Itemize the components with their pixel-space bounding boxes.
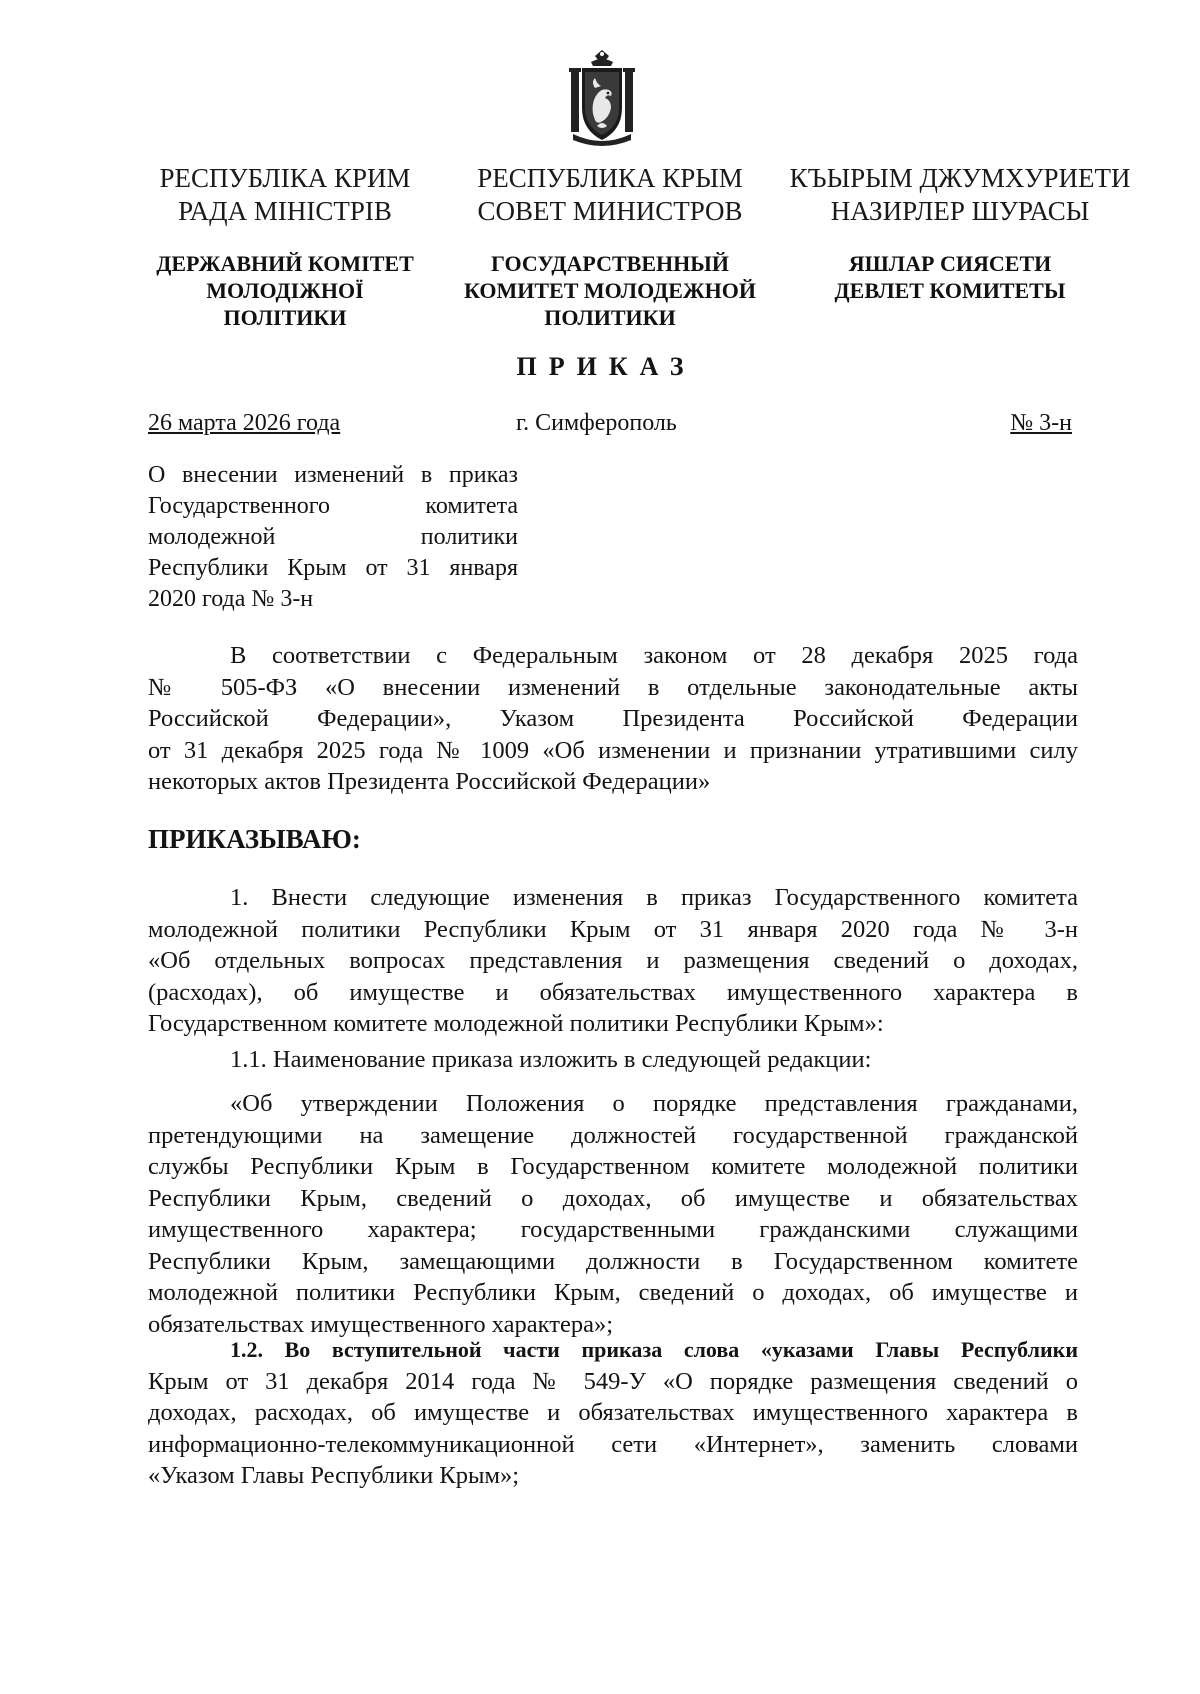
header-russian [450,162,770,228]
quote-line: молодежной политики Республики Крым, сведений о доходах, об имуществе и [148,1279,1078,1306]
quote-line: службы Республики Крым в Государственном комитете молодежной политики [148,1153,1078,1180]
intro-line: № 505-ФЗ «О внесении изменений в отдельные законодательные акты [148,673,1078,701]
header-ukrainian [140,162,430,228]
department-crimean-tatar [790,250,1110,304]
intro-line: В соответствии с Федеральным законом от 28 декабря 2025 года [230,642,1078,669]
item-1-line: 1. Внести следующие изменения в приказ Государственного комитета [230,884,1078,911]
item-1-2-line: доходах, расходах, об имуществе и обязательствах имущественного характера в [148,1399,1078,1426]
dept-ru-line1: ГОСУДАРСТВЕННЫЙ [491,251,729,276]
subject-line: 2020 года № 3-н [148,586,314,612]
crimea-coat-of-arms-icon [565,48,639,148]
dept-ua-line2: МОЛОДІЖНОЇ [206,278,364,303]
dept-ru-line2: КОМИТЕТ МОЛОДЕЖНОЙ [463,278,756,303]
item-1-line: Государственном комитете молодежной политики Республики Крым»: [148,1010,884,1037]
header-ct-line2: НАЗИРЛЕР ШУРАСЫ [830,196,1090,226]
subject-line: О внесении изменений в приказ [148,462,518,488]
header-ru-line2: СОВЕТ МИНИСТРОВ [477,196,743,226]
intro-paragraph [148,640,1078,798]
item-1-2-line: информационно-телекоммуникационной сети «Интернет», заменить словами [148,1430,1078,1458]
header-ru-line1: РЕСПУБЛИКА КРЫМ [477,163,743,193]
header-ua-line2: РАДА МІНІСТРІВ [178,196,392,226]
directive-heading: ПРИКАЗЫВАЮ: [148,824,361,854]
dept-ua-line1: ДЕРЖАВНИЙ КОМІТЕТ [156,251,414,276]
item-1 [148,882,1078,1040]
item-1-line: (расходах), об имуществе и обязательствах имущественного характера в [148,978,1078,1006]
order-title: ПРИКАЗ [516,352,696,381]
item-1-2-line: Крым от 31 декабря 2014 года № 549-У «О порядке размещения сведений о [148,1367,1078,1395]
intro-line: некоторых актов Президента Российской Федерации» [148,768,711,795]
dept-ct-line1: ЯШЛАР СИЯСЕТИ [848,251,1052,276]
intro-line: от 31 декабря 2025 года № 1009 «Об изменении и признании утратившими силу [148,736,1078,764]
item-1-2 [148,1334,1078,1492]
item-1-line: «Об отдельных вопросах представления и размещения сведений о доходах, [148,947,1078,974]
order-date: 26 марта 2026 года [148,410,341,436]
quote-line: имущественного характера; государственными гражданскими служащими [148,1216,1078,1243]
quote-line: Республики Крым, замещающими должности в Государственном комитете [148,1247,1078,1275]
item-1-2-line: 1.2. Во вступительной части приказа слова «указами Главы Республики [230,1337,1078,1362]
order-city: г. Симферополь [516,410,677,436]
subject-line: Государственного комитета [148,493,518,519]
department-russian [440,250,780,331]
item-1-1-quote [148,1088,1078,1340]
header-ct-line1: КЪЫРЫМ ДЖУМХУРИЕТИ [789,163,1131,193]
item-1-line: молодежной политики Республики Крым от 31 января 2020 года № 3-н [148,915,1078,943]
item-1-1 [148,1044,1078,1076]
header-crimean-tatar [780,162,1140,228]
order-subject [148,460,518,615]
subject-line: молодежной политики [148,524,518,550]
quote-line: «Об утверждении Положения о порядке представления гражданами, [230,1090,1078,1117]
item-1-2-line: «Указом Главы Республики Крым»; [148,1462,520,1489]
header-ua-line1: РЕСПУБЛІКА КРИМ [159,163,411,193]
item-1-1-line: 1.1. Наименование приказа изложить в следующей редакции: [230,1046,872,1073]
quote-line: обязательствах имущественного характера»; [148,1310,613,1338]
intro-line: Российской Федерации», Указом Президента Российской Федерации [148,705,1078,732]
dept-ct-line2: ДЕВЛЕТ КОМИТЕТЫ [834,278,1066,303]
quote-line: претендующими на замещение должностей государственной гражданской [148,1121,1078,1149]
department-ukrainian [140,250,430,331]
quote-line: Республики Крым, сведений о доходах, об имуществе и обязательствах [148,1184,1078,1212]
dept-ru-line3: ПОЛИТИКИ [544,305,676,330]
dept-ua-line3: ПОЛІТИКИ [223,305,347,330]
subject-line: Республики Крым от 31 января [148,555,518,581]
order-number: № 3-н [1010,410,1072,436]
